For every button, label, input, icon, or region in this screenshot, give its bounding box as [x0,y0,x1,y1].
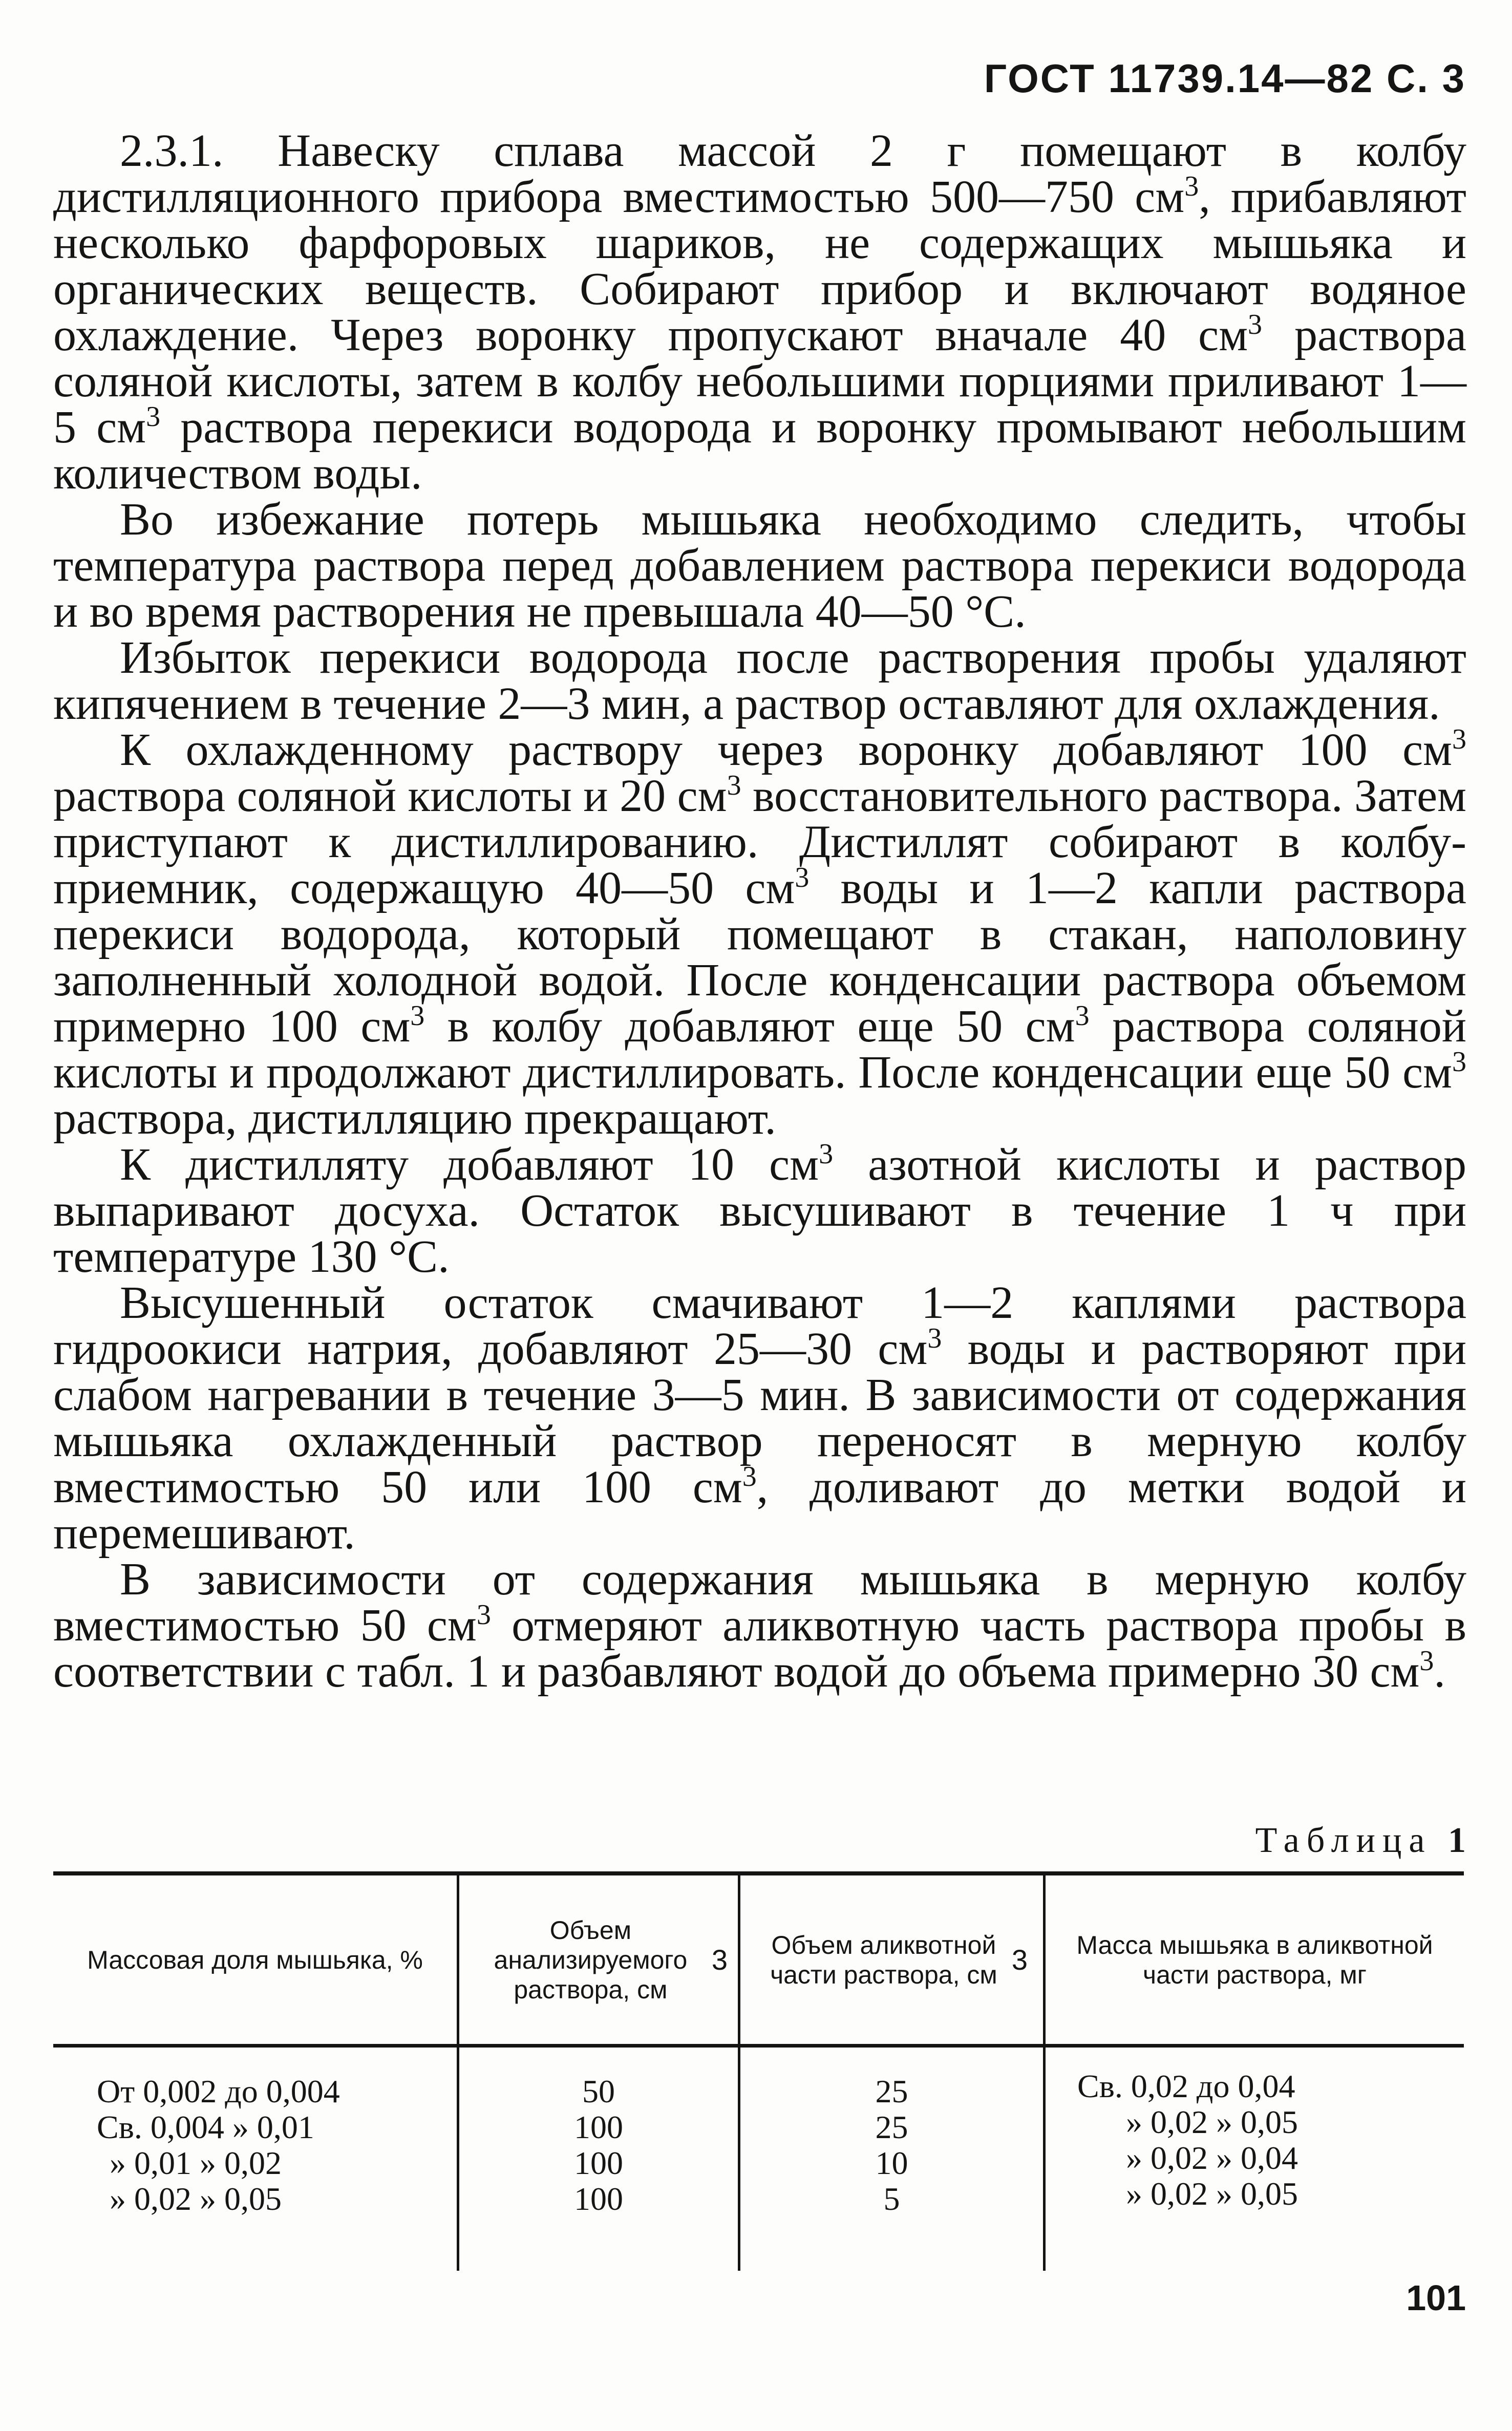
paragraph-7: В зависимости от содержания мышьяка в мерную колбу вместимостью 50 $см^3$ отмеряют аликвотную часть раствора пробы в соответствии с табл. 1 и разбавляют водой до объема примерно 30 $см^3$. [53,1554,1466,1697]
table-cell: » 0,01 » 0,02 [110,2145,282,2181]
paragraph-3: Избыток перекиси водорода после растворения пробы удаляют кипячением в течение 2—3 мин, а раствор оставляют для охлаждения. [53,632,1466,729]
paragraph-5: К дистилляту добавляют 10 $см^3$ азотной кислоты и раствор выпаривают досуха. Остаток высушивают в течение 1 ч при температуре 130 °С. [53,1138,1467,1282]
table-caption-word: Таблица [1255,1821,1432,1860]
table-cell: 100 [574,2145,623,2181]
table-cell: 100 [574,2109,623,2145]
paragraph-1: 2.3.1. Навеску сплава массой 2 г помещают в колбу дистилляционного прибора вместимостью 500—750 $см^3$, прибавляют несколько фарфоровых шариков, не содержащих мышьяка и органических веществ. Собирают прибор и включают водяное охлаждение. Через воронку пропускают вначале 40 $см^3$ раствора соляной кислоты, затем в колбу небольшими порциями приливают 1—5 $см^3$ раствора перекиси водорода и воронку промывают небольшим количеством воды. [53,125,1466,499]
table-cell: 25 [875,2109,908,2145]
header-mass-fraction: Массовая доля мышьяка, % [87,1945,423,1974]
paragraph-6: Высушенный остаток смачивают 1—2 каплями раствора гидроокиси натрия, добавляют 25—30 $см^3$ воды и растворяют при слабом нагревании в течение 3—5 мин. В зависимости от содержания мышьяка охлажденный раствор переносят в мерную колбу вместимостью 50 или 100 $см^3$, доливают до метки водой и перемешивают. [53,1277,1466,1559]
table-cell: 25 [875,2073,908,2109]
paragraph-2: Во избежание потерь мышьяка необходимо следить, чтобы температура раствора перед добавлением раствора перекиси водорода и во время растворения не превышала 40—50 °С. [53,494,1466,637]
table-cell: Св. 0,004 » 0,01 [97,2109,314,2145]
table-cell: » 0,02 » 0,05 [110,2181,282,2217]
table-cell: Св. 0,02 до 0,04 [1077,2068,1295,2104]
header-analyzed-volume: Объем анализируемого раствора, см 3 [494,1915,728,2004]
header-arsenic-mass: Масса мышьяка в аликвотной части раствора, мг [1076,1930,1433,1989]
table-cell: » 0,02 » 0,04 [1126,2140,1298,2176]
table-cell: 100 [574,2181,623,2217]
table-caption [1255,1820,1466,1861]
table-caption-number: 1 [1448,1821,1466,1860]
table-cell: 50 [582,2073,615,2109]
body-text [53,125,1467,1697]
table-cell: От 0,002 до 0,004 [97,2073,340,2109]
data-table [53,1871,1464,2281]
header-aliquot-volume: Объем аликвотной части раствора, см 3 [770,1930,1028,1989]
table-divider [1043,2048,1046,2271]
table-cell: » 0,02 » 0,05 [1126,2176,1298,2212]
table-cell: 10 [875,2145,908,2181]
table-top-rule [53,1871,1464,1875]
page-header: ГОСТ 11739.14—82 С. 3 [984,56,1466,101]
page-number: 101 [1406,2278,1466,2318]
table-header-rule [53,2044,1464,2048]
paragraph-4: К охлажденному раствору через воронку добавляют 100 $см^3$ раствора соляной кислоты и 20 $см^3$ восстановительного раствора. Затем приступают к дистиллированию. Дистиллят собирают в колбу-приемник, содержащую 40—50 $см^3$ воды и 1—2 капли раствора перекиси водорода, который помещают в стакан, наполовину заполненный холодной водой. После конденсации раствора объемом примерно 100 $см^3$ в колбу добавляют еще 50 $см^3$ раствора соляной кислоты и продолжают дистиллировать. После конденсации еще 50 $см^3$ раствора, дистилляцию прекращают. [53,723,1467,1144]
table-cell: » 0,02 » 0,05 [1126,2104,1298,2140]
table-cell: 5 [883,2181,900,2217]
